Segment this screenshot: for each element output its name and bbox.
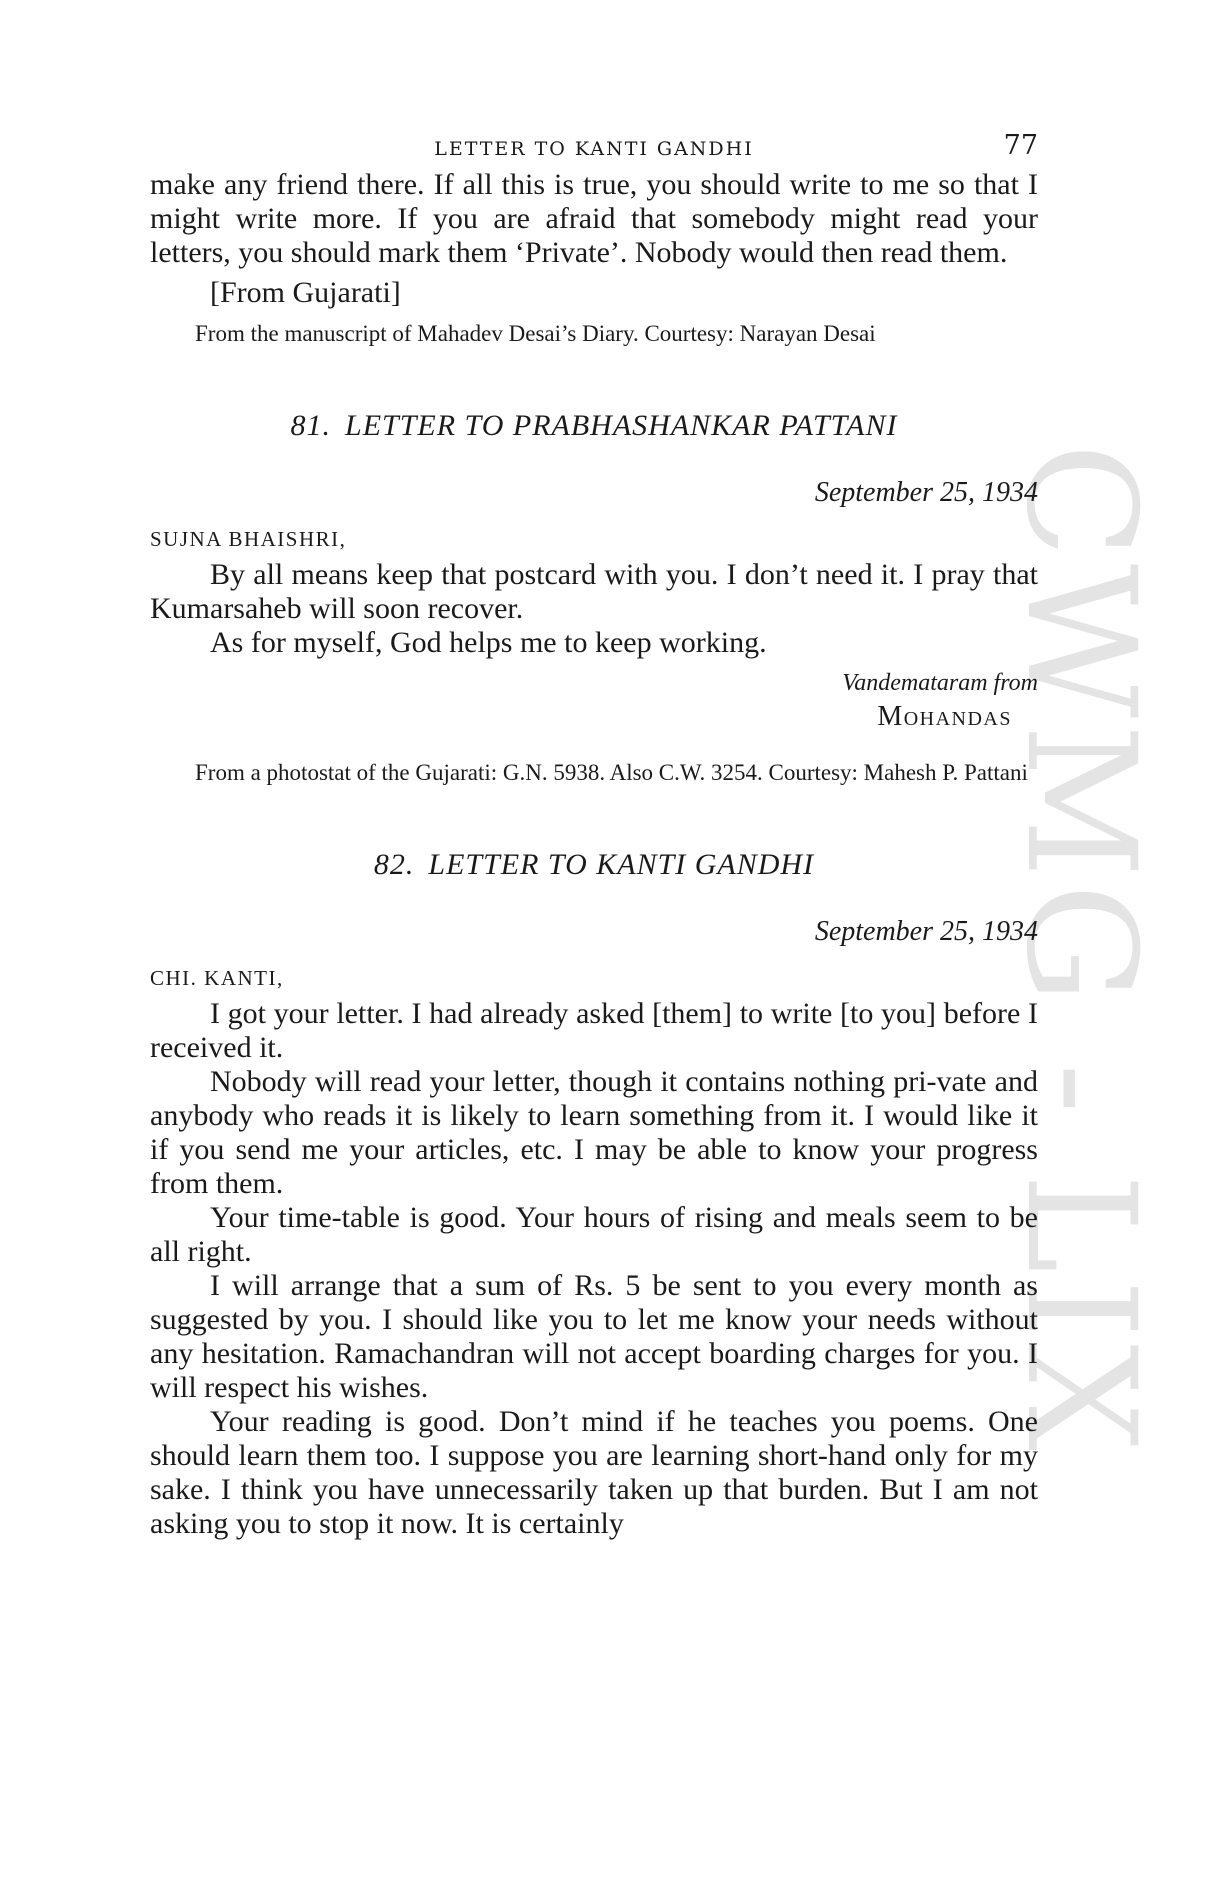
- page-number: 77: [1003, 130, 1038, 161]
- salutation: SUJNA BHAISHRI,: [150, 527, 347, 551]
- letter-paragraph: By all means keep that postcard with you. I don’t need it. I pray that Kumarsaheb will soon recover.: [150, 558, 1038, 625]
- letter-paragraph: I got your letter. I had already asked [them] to write [to you] before I received it.: [150, 997, 1038, 1064]
- letter-title: LETTER TO PRABHASHANKAR PATTANI: [345, 409, 898, 442]
- previous-letter-tail: [150, 168, 1038, 351]
- closing: Vandemataram from: [842, 670, 1038, 696]
- source-language-tag: [From Gujarati]: [210, 276, 401, 309]
- page: [150, 128, 1038, 1541]
- letter-date: September 25, 1934: [814, 477, 1038, 508]
- letter-82: [150, 848, 1038, 1541]
- letter-paragraph: Your reading is good. Don’t mind if he teaches you poems. One should learn them too. I suppose you are learning short-hand only for my sake. I think you have unnecessarily taken up that burden. But I am not asking you to stop it now. It is certainly: [150, 1405, 1038, 1540]
- watermark-text: CWMG - LIX: [993, 442, 1167, 1458]
- source-note: From a photostat of the Gujarati: G.N. 5938. Also C.W. 3254. Courtesy: Mahesh P. Pattani: [195, 760, 1028, 785]
- previous-letter-paragraph: make any friend there. If all this is true, you should write to me so that I might write more. If you are afraid that somebody might read your letters, you should mark them ‘Private’. Nobody would then read them.: [150, 168, 1038, 269]
- letter-heading: [150, 409, 1038, 443]
- salutation: CHI. KANTI,: [150, 966, 284, 990]
- letter-heading: [150, 848, 1038, 882]
- letter-number: 81.: [290, 409, 332, 442]
- letter-paragraph: As for myself, God helps me to keep working.: [210, 626, 767, 659]
- letter-paragraph: I will arrange that a sum of Rs. 5 be sent to you every month as suggested by you. I should like you to let me know your needs without any hesitation. Ramachandran will not accept boarding charges for you. I will respect his wishes.: [150, 1269, 1038, 1404]
- letter-paragraph: Your time-table is good. Your hours of rising and meals seem to be all right.: [150, 1201, 1038, 1268]
- letter-81: [150, 409, 1038, 790]
- running-head: [150, 128, 1038, 168]
- letter-number: 82.: [373, 848, 415, 881]
- letter-title: LETTER TO KANTI GANDHI: [428, 848, 815, 881]
- source-note: From the manuscript of Mahadev Desai’s Diary. Courtesy: Narayan Desai: [195, 321, 876, 346]
- signature: Mohandas: [877, 701, 1012, 732]
- letter-date: September 25, 1934: [814, 916, 1038, 947]
- running-title: LETTER TO KANTI GANDHI: [434, 138, 754, 160]
- letter-paragraph: Nobody will read your letter, though it contains nothing pri-vate and anybody who reads it is likely to learn something from it. I would like it if you send me your articles, etc. I may be able to know your progress from them.: [150, 1065, 1038, 1200]
